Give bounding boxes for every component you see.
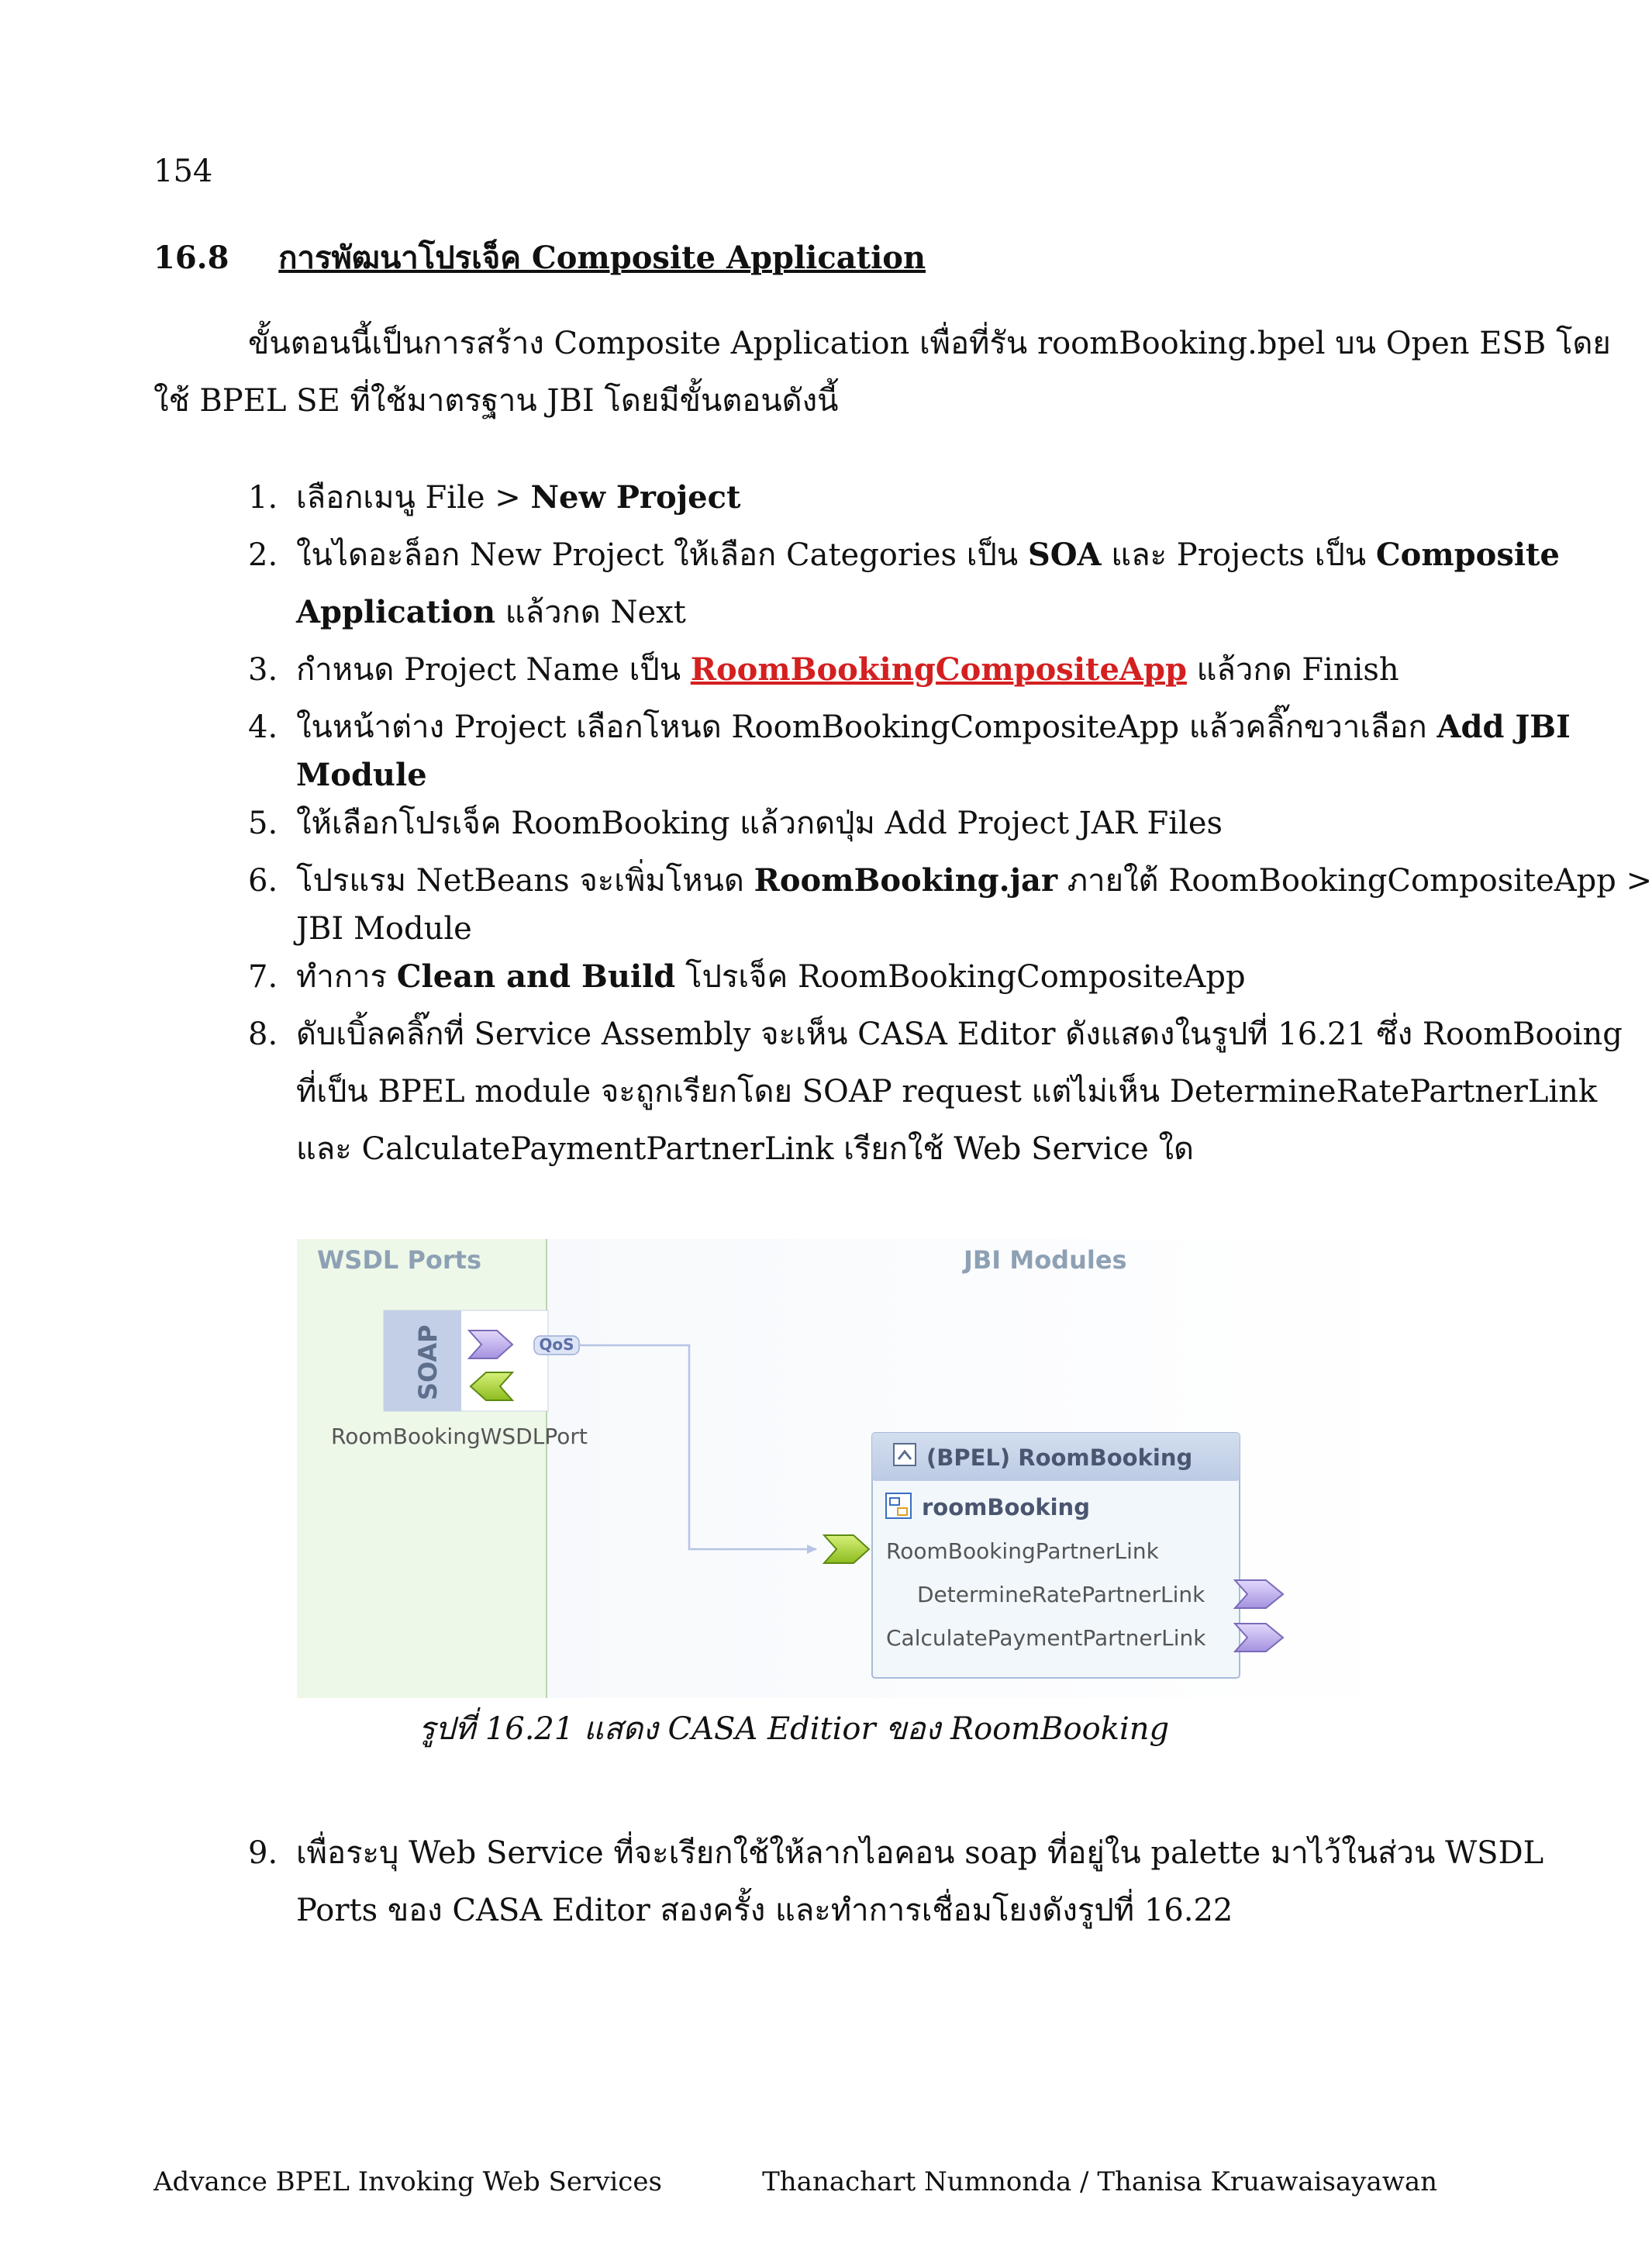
list-item-number: 5. — [248, 806, 278, 841]
soap-label: SOAP — [413, 1324, 443, 1400]
list-item-text: ดับเบิ้ลคลิ๊กที่ Service Assembly จะเห็น CASA Editor ดังแสดงในรูปที่ 16.21 ซึ่ง RoomBooing — [296, 1016, 1623, 1052]
section-number: 16.8 — [153, 240, 229, 276]
intro-line-2: ใช้ BPEL SE ที่ใช้มาตรฐาน JBI โดยมีขั้นตอนดังนี้ — [153, 383, 839, 419]
list-item-text: Application แล้วกด Next — [296, 594, 686, 630]
partner-link-label: RoomBookingPartnerLink — [886, 1538, 1159, 1564]
list-item-text: Module — [296, 757, 427, 793]
section-heading — [153, 239, 926, 278]
casa-editor-canvas — [297, 1239, 1415, 1698]
partner-link-label: DetermineRatePartnerLink — [917, 1582, 1205, 1607]
bpel-module-node[interactable] — [872, 1433, 1240, 1678]
list-item-number: 4. — [248, 709, 278, 745]
list-item-number: 8. — [248, 1016, 278, 1052]
section-title: การพัฒนาโปรเจ็ค Composite Application — [278, 240, 926, 276]
list-item-text: JBI Module — [296, 911, 472, 947]
page-number: 154 — [153, 154, 213, 189]
list-item-number: 9. — [248, 1835, 278, 1871]
module-title: (BPEL) RoomBooking — [926, 1444, 1193, 1471]
jbi-modules-label: JBI Modules — [964, 1245, 1127, 1275]
footer-right: Thanachart Numnonda / Thanisa Kruawaisayawan — [762, 2166, 1437, 2197]
process-name: roomBooking — [922, 1494, 1090, 1520]
qos-badge[interactable] — [534, 1335, 579, 1355]
collapse-toggle[interactable] — [894, 1444, 916, 1465]
list-item-text: ที่เป็น BPEL module จะถูกเรียกโดย SOAP request แต่ไม่เห็น DetermineRatePartnerLink — [296, 1074, 1598, 1110]
bpel-process-icon — [886, 1493, 911, 1518]
list-item-text: กำหนด Project Name เป็น RoomBookingCompositeApp แล้วกด Finish — [296, 651, 1399, 688]
wsdl-ports-region — [297, 1239, 547, 1698]
list-item-text: ในไดอะล็อก New Project ให้เลือก Categories เป็น SOA และ Projects เป็น Composite — [296, 537, 1560, 573]
partner-link-label: CalculatePaymentPartnerLink — [886, 1625, 1206, 1651]
list-item-text: และ CalculatePaymentPartnerLink เรียกใช้ Web Service ใด — [296, 1131, 1195, 1167]
intro-line-1: ขั้นตอนนี้เป็นการสร้าง Composite Application เพื่อที่รัน roomBooking.bpel บน Open ESB โดย — [248, 326, 1611, 361]
list-item-text: เพื่อระบุ Web Service ที่จะเรียกใช้ให้ลากไอคอน soap ที่อยู่ใน palette มาไว้ในส่วน WSDL — [296, 1835, 1544, 1871]
soap-port-node[interactable] — [384, 1310, 548, 1411]
list-item-text: ในหน้าต่าง Project เลือกโหนด RoomBookingCompositeApp แล้วคลิ๊กขวาเลือก Add JBI — [296, 709, 1571, 745]
casa-editor-figure — [297, 1239, 1415, 1698]
project-name-link[interactable]: RoomBookingCompositeApp — [690, 651, 1187, 688]
qos-label: QoS — [539, 1335, 574, 1354]
list-item-number: 2. — [248, 537, 278, 573]
wsdl-port-name: RoomBookingWSDLPort — [331, 1424, 588, 1449]
list-item-text: เลือกเมนู File > New Project — [296, 479, 741, 516]
list-item-number: 6. — [248, 863, 278, 899]
list-item-text: โปรแรม NetBeans จะเพิ่มโหนด RoomBooking.jar ภายใต้ RoomBookingCompositeApp > — [296, 862, 1652, 899]
footer-left: Advance BPEL Invoking Web Services — [153, 2166, 662, 2197]
figure-caption: รูปที่ 16.21 แสดง CASA Editior ของ RoomBooking — [418, 1711, 1170, 1747]
list-item-number: 1. — [248, 480, 278, 516]
list-item-text: Ports ของ CASA Editor สองครั้ง และทำการเชื่อมโยงดังรูปที่ 16.22 — [296, 1893, 1233, 1928]
list-item-text: ให้เลือกโปรเจ็ค RoomBooking แล้วกดปุ่ม Add Project JAR Files — [296, 806, 1223, 841]
list-item-text: ทำการ Clean and Build โปรเจ็ค RoomBookingCompositeApp — [296, 958, 1246, 995]
list-item-number: 3. — [248, 652, 278, 688]
wsdl-ports-label: WSDL Ports — [317, 1245, 481, 1275]
list-item-number: 7. — [248, 959, 278, 995]
